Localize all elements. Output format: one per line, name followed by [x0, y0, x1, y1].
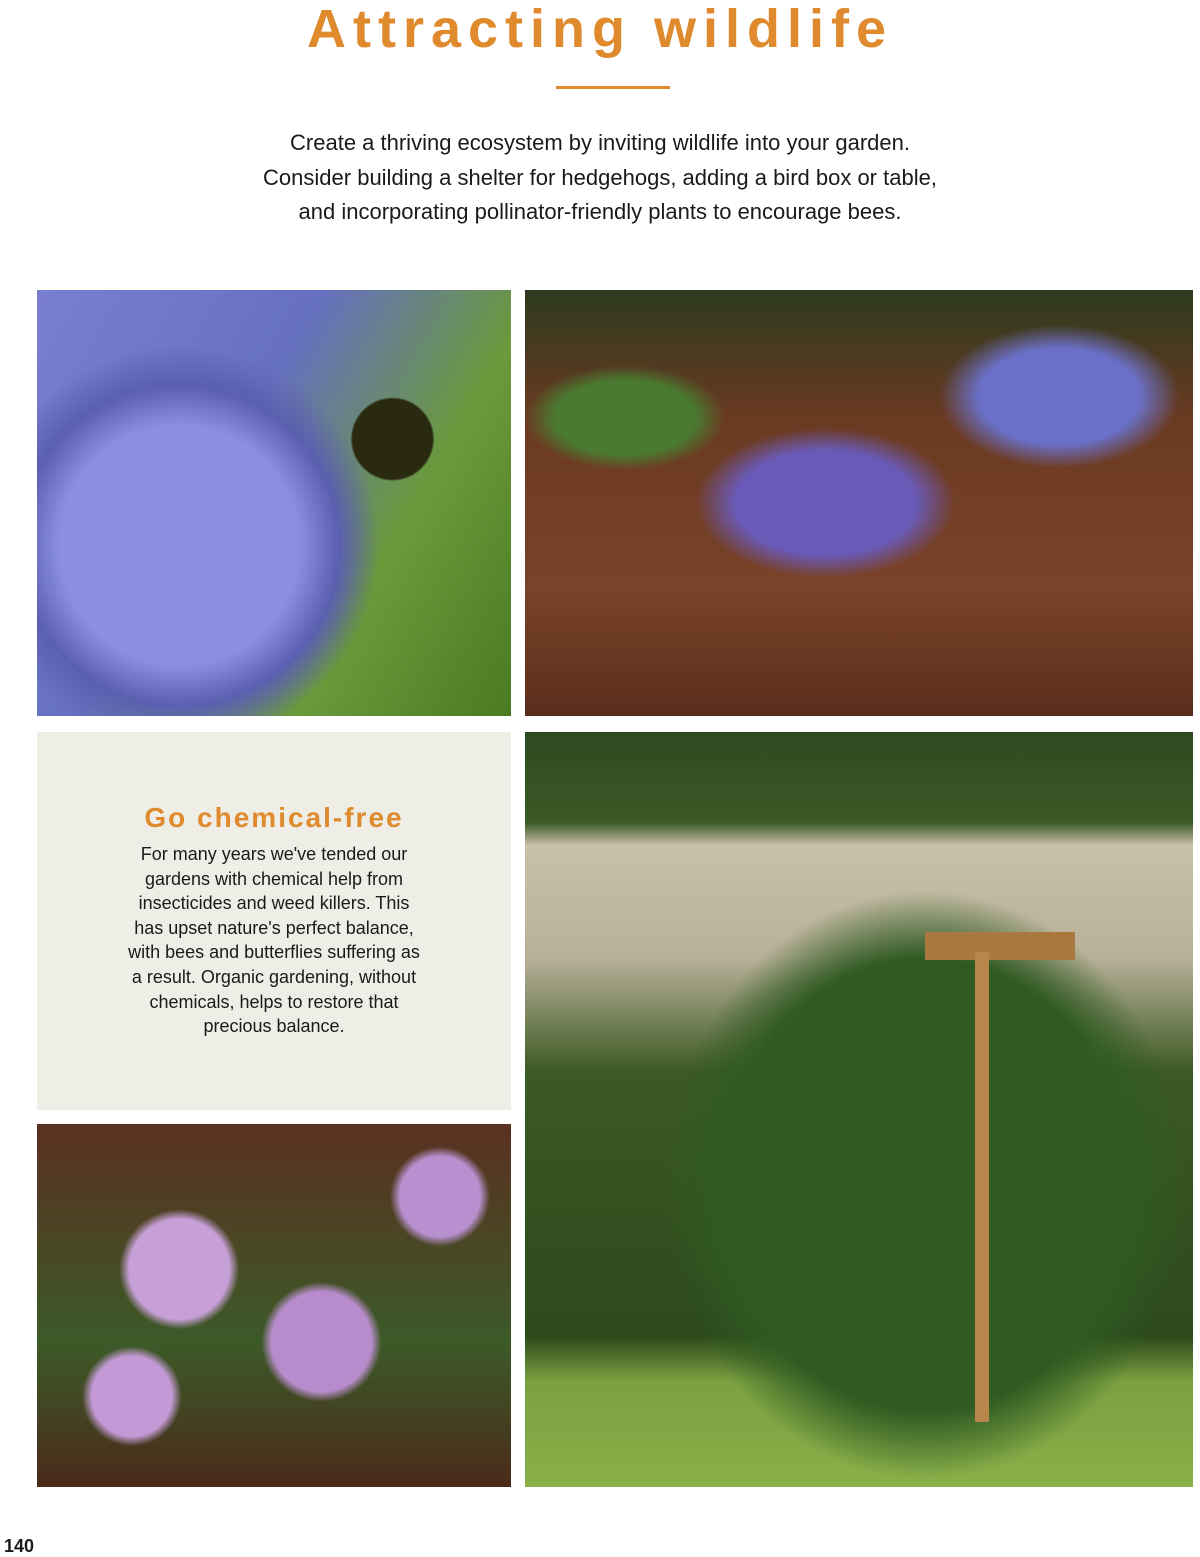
- panel-line: insecticides and weed killers. This: [138, 893, 410, 914]
- chemical-free-panel: [37, 732, 511, 1110]
- intro-line: Consider building a shelter for hedgehogs, adding a bird box or table,: [263, 164, 937, 190]
- intro-text: [150, 126, 1050, 230]
- page-number: 140: [4, 1536, 35, 1556]
- bird-table-roof: [925, 932, 1075, 960]
- photo-bird-table-garden: [525, 732, 1193, 1487]
- bird-table-post: [975, 952, 989, 1422]
- panel-line: precious balance.: [203, 1016, 345, 1037]
- panel-line: For many years we've tended our: [140, 844, 408, 864]
- photo-allium-flowers: [37, 1124, 511, 1487]
- intro-line: Create a thriving ecosystem by inviting wildlife into your garden.: [290, 130, 910, 155]
- page-title: Attracting wildlife: [306, 0, 893, 59]
- panel-body: [37, 842, 511, 1039]
- intro-line: and incorporating pollinator-friendly plants to encourage bees.: [298, 199, 902, 224]
- title-divider: [556, 86, 670, 89]
- panel-line: chemicals, helps to restore that: [149, 991, 399, 1012]
- photo-bee-on-globe-thistle: [37, 290, 511, 716]
- panel-line: with bees and butterflies suffering as: [128, 942, 420, 963]
- panel-line: gardens with chemical help from: [144, 868, 404, 889]
- panel-line: has upset nature's perfect balance,: [134, 917, 414, 938]
- photo-salvia-bark-mulch: [525, 290, 1193, 716]
- panel-heading: Go chemical-free: [144, 802, 404, 833]
- panel-line: a result. Organic gardening, without: [131, 966, 417, 987]
